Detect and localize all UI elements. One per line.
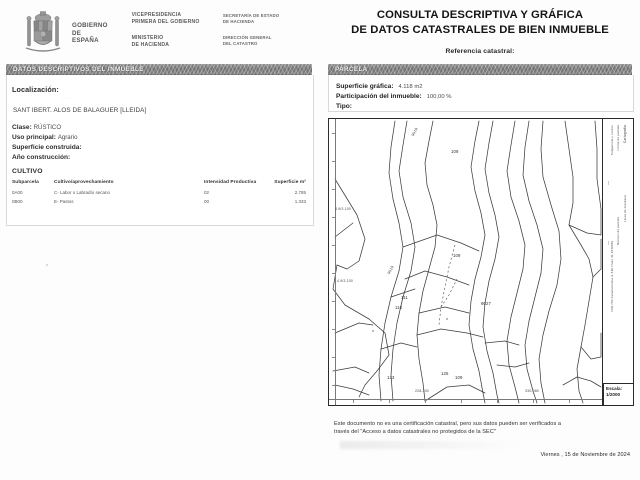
footer-disclaimer-line-2: través del "Acceso a datos catastrales no protegidos de la SEC"	[334, 429, 496, 436]
vicepresidencia-line-1: VICEPRESIDENCIA	[131, 12, 182, 18]
cadastral-map[interactable]	[328, 118, 634, 406]
cell-intensidad: 00	[204, 199, 210, 204]
scan-smudge	[340, 441, 520, 449]
vicepresidencia-line-2: PRIMERA DEL GOBIERNO	[131, 18, 200, 25]
page-title-line-1: CONSULTA DESCRIPTIVA Y GRÁFICA	[376, 9, 584, 21]
left-column	[0, 0, 318, 480]
datos-descriptivos-band	[6, 64, 312, 75]
field-anio-key: Año construcción:	[12, 154, 71, 161]
field-clase	[12, 124, 61, 131]
field-clase-key: Clase:	[12, 124, 32, 131]
col-cultivo: Cultivo/aprovechamiento	[54, 180, 114, 185]
field-uso-principal	[12, 134, 77, 141]
ministerio-line-1: MINISTERIO	[131, 35, 164, 42]
col-subparcela: Subparcela	[12, 180, 39, 185]
map-parcel-label: 109	[455, 375, 463, 380]
secretaria-line-1: SECRETARÍA DE ESTADO	[222, 13, 280, 18]
parcela-title: PARCELA	[335, 66, 368, 73]
ministerio-group	[132, 35, 215, 48]
map-road-label: 4.9/3.100	[335, 207, 351, 211]
superficie-grafica-key: Superficie gráfica:	[336, 83, 394, 90]
map-parcel-label-9027: 9027	[481, 301, 491, 306]
cell-subparcela: 0A00	[12, 189, 23, 195]
map-parcel-label: 109	[453, 253, 461, 258]
referencia-catastral-label: Referencia catastral:	[445, 48, 515, 55]
gobierno-line-1: GOBIERNO	[72, 22, 108, 29]
vicepresidencia-group	[132, 12, 215, 25]
scale-value: 1/2000	[606, 392, 621, 397]
field-superficie-grafica	[336, 83, 423, 90]
col-intensidad: Intensidad Productiva	[204, 180, 257, 185]
direccion-general-group	[223, 35, 312, 46]
legend-dash-icon: —	[605, 181, 610, 185]
localizacion-address: SANT IBERT. ALOS DE BALAGUER [LLEIDA]	[13, 107, 147, 114]
field-uso-value: Agrario	[57, 134, 78, 141]
map-scale-box	[603, 383, 633, 405]
direccion-line-2: DEL CATASTRO	[222, 40, 258, 46]
map-parcel-label: 109	[451, 149, 459, 154]
scale-label: Escala:	[606, 386, 623, 391]
page-title	[320, 8, 640, 37]
map-parcel-label: 125	[441, 371, 449, 376]
footer-disclaimer	[334, 420, 630, 437]
cultivo-table-header	[12, 180, 306, 185]
table-row	[12, 199, 306, 204]
cell-superficie: 1.333	[294, 199, 306, 204]
cultivo-section-title: CULTIVO	[12, 168, 43, 175]
scan-artifact-dot	[46, 264, 48, 266]
gobierno-de-espana-wordmark	[72, 22, 110, 45]
map-parcel-label: 123	[387, 375, 395, 380]
cell-cultivo: E- Pastos	[54, 199, 74, 204]
map-legend-strip	[602, 119, 633, 405]
map-parcel-label: 111	[401, 295, 408, 300]
map-road-label: 228-330	[415, 389, 429, 393]
map-ruler-left	[329, 119, 336, 405]
direccion-line-1: DIRECCIÓN GENERAL	[222, 35, 272, 41]
map-vector-lines	[329, 119, 633, 405]
legend-dash-icon-2: —	[605, 241, 610, 245]
localizacion-label: Localización:	[12, 85, 59, 94]
legend-entry-numero-parcela: Número de parcela	[616, 217, 620, 246]
map-ruler-bottom	[329, 399, 633, 405]
cultivo-table	[12, 180, 306, 204]
field-participacion	[336, 93, 452, 100]
localizacion-faint-text: · ···	[62, 96, 76, 102]
secretary-block	[223, 13, 312, 46]
field-superficie-construida	[12, 144, 82, 151]
field-superficie-key: Superficie construida:	[12, 144, 82, 151]
legend-entry-projection: DIR.700 Característica U.T.M. Huso 31 ETRS89	[610, 241, 614, 312]
cell-superficie: 2.785	[294, 189, 306, 195]
cell-subparcela: 0B00	[12, 199, 23, 204]
ministry-block	[132, 12, 215, 48]
cell-intensidad: 02	[204, 189, 210, 195]
map-canvas	[329, 119, 633, 405]
table-row	[12, 190, 306, 195]
tipo-key: Tipo:	[336, 103, 352, 110]
ministerio-line-2: DE HACIENDA	[131, 41, 170, 48]
map-legend-items	[603, 121, 633, 369]
participacion-value: 100,00 %	[426, 94, 452, 100]
footer-date: Viernes , 15 de Noviembre de 2024	[540, 452, 630, 458]
secretaria-line-2: DE HACIENDA	[222, 18, 255, 24]
secretaria-group	[223, 13, 312, 24]
map-parcel-label-110: 110	[395, 305, 403, 310]
datos-descriptivos-title: DATOS DESCRIPTIVOS DEL INMUEBLE	[13, 66, 144, 73]
field-uso-key: Uso principal:	[12, 134, 56, 141]
map-road-label-lower: 4.9/3.100	[337, 279, 353, 283]
map-path-label: 9019	[387, 265, 395, 275]
institutional-header	[6, 6, 312, 60]
field-tipo	[336, 103, 355, 110]
page-title-line-2: DE DATOS CATASTRALES DE BIEN INMUEBLE	[351, 23, 609, 36]
legend-entry-linea-manzana: Linea de manzana	[623, 195, 627, 223]
map-road-label: 330-080	[525, 389, 539, 393]
field-anio-construccion	[12, 154, 70, 161]
legend-entry-cartografia: Cartografía	[623, 125, 627, 144]
superficie-grafica-value: 4.118 m2	[398, 84, 423, 90]
col-superficie: Superficie m²	[274, 180, 306, 185]
coat-of-arms-icon	[20, 8, 66, 56]
parcela-band	[328, 64, 632, 75]
footer-disclaimer-line-1: Este documento no es una certificación catastral, pero sus datos pueden ser verificados a	[334, 421, 562, 427]
legend-entry-limite-parcela: Límite de parcela	[616, 125, 620, 151]
participacion-key: Participación del inmueble:	[336, 93, 422, 100]
field-clase-value: RÚSTICO	[33, 124, 62, 131]
gobierno-line-2: DE ESPAÑA	[72, 29, 99, 45]
cell-cultivo: C- Labor o Labradío secano	[54, 189, 111, 195]
map-path-label: 9019	[411, 127, 419, 137]
legend-entry-subparcela: Subparcela y recinto	[610, 125, 614, 156]
